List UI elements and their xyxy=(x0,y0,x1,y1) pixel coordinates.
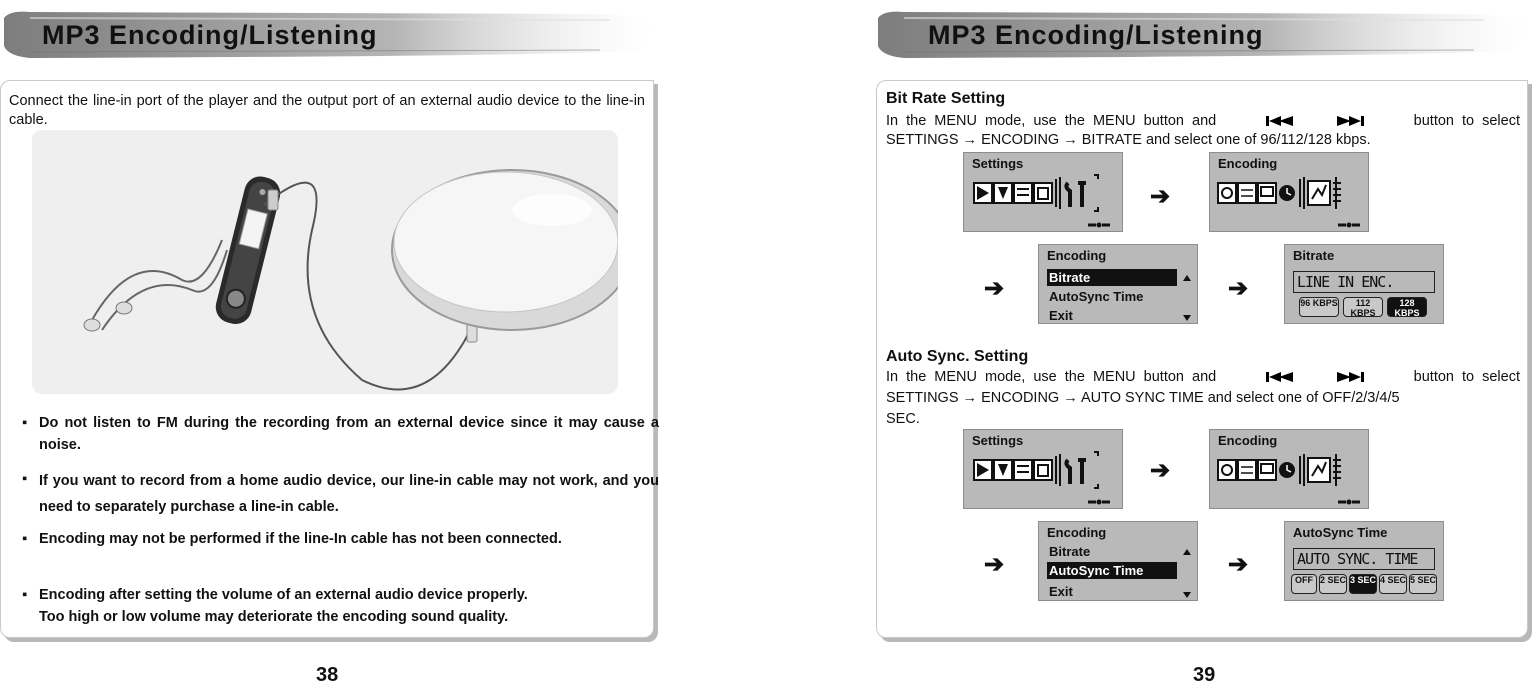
settings-menu-icons xyxy=(964,430,1123,509)
page-38 xyxy=(0,0,660,686)
settings-menu-icons xyxy=(964,153,1123,232)
flow-arrow: ➔ xyxy=(1228,551,1249,578)
menu-item-exit: Exit xyxy=(1049,584,1073,599)
lcd-encoding-menu-bitrate xyxy=(1038,244,1198,324)
lcd-settings-screen xyxy=(963,429,1123,509)
autosync-line2: SETTINGS → ENCODING → AUTO SYNC TIME and select one of OFF/2/3/4/5 xyxy=(886,390,1400,406)
lcd-bitrate-screen xyxy=(1284,244,1444,324)
flow-arrow: ➔ xyxy=(1150,183,1171,210)
bitrate-option-selected: 128 KBPS xyxy=(1387,297,1427,317)
lcd-encoding-menu-autosync xyxy=(1038,521,1198,601)
autosync-line1-pre: In the MENU mode, use the MENU button and xyxy=(886,369,1217,385)
flow-arrow: ➔ xyxy=(984,551,1005,578)
lcd-caption: AUTO SYNC. TIME xyxy=(1293,548,1435,570)
autosync-option: 5 SEC xyxy=(1409,574,1437,594)
next-track-icon xyxy=(1333,115,1365,127)
header-banner xyxy=(0,6,660,64)
bullet: ▪ xyxy=(22,531,28,547)
menu-item-autosync: AutoSync Time xyxy=(1047,562,1177,579)
flow-arrow: ➔ xyxy=(984,275,1005,302)
mp3-player-line-in-illustration xyxy=(32,130,618,394)
encoding-menu-icons xyxy=(1210,430,1369,509)
autosync-line3: SEC. xyxy=(886,411,920,427)
scroll-indicators xyxy=(1039,522,1198,601)
lcd-title: Encoding xyxy=(1218,156,1278,171)
bitrate-line1-pre: In the MENU mode, use the MENU button and xyxy=(886,113,1217,129)
menu-item-autosync: AutoSync Time xyxy=(1049,289,1144,304)
autosync-line1-post: button to select xyxy=(1413,369,1520,385)
header-banner xyxy=(874,6,1532,64)
lcd-title: Settings xyxy=(972,433,1024,448)
page-number: 39 xyxy=(1193,664,1216,686)
lcd-title: Encoding xyxy=(1047,248,1107,263)
page-title: MP3 Encoding/Listening xyxy=(42,20,378,50)
note-item xyxy=(22,412,659,456)
autosync-option-selected: 3 SEC xyxy=(1349,574,1377,594)
next-track-icon xyxy=(1333,371,1365,383)
menu-item-bitrate: Bitrate xyxy=(1049,544,1091,559)
note-item xyxy=(22,584,659,628)
page-number: 38 xyxy=(316,664,339,686)
prev-track-icon xyxy=(1265,115,1297,127)
autosync-option: OFF xyxy=(1291,574,1317,594)
lcd-title: Encoding xyxy=(1218,433,1278,448)
bullet: ▪ xyxy=(22,587,28,603)
bullet: ▪ xyxy=(22,415,28,431)
note-text: Encoding after setting the volume of an external audio device properly. xyxy=(39,587,528,603)
lcd-title: AutoSync Time xyxy=(1293,525,1388,540)
bitrate-instructions xyxy=(886,112,1520,150)
scroll-indicators xyxy=(1039,245,1198,324)
autosync-option: 4 SEC xyxy=(1379,574,1407,594)
note-item xyxy=(22,468,659,520)
lcd-encoding-screen xyxy=(1209,152,1369,232)
lcd-encoding-screen xyxy=(1209,429,1369,509)
nav-buttons xyxy=(1265,368,1365,387)
lcd-caption: LINE IN ENC. xyxy=(1293,271,1435,293)
bullet: ▪ xyxy=(22,471,28,487)
intro-text: Connect the line-in port of the player and the output port of an external audio device to the line-in cable. xyxy=(9,93,645,128)
menu-item-exit: Exit xyxy=(1049,308,1073,323)
encoding-menu-icons xyxy=(1210,153,1369,232)
page-39 xyxy=(874,0,1532,686)
nav-buttons xyxy=(1265,112,1365,131)
note-text: Encoding may not be performed if the line-In cable has not been connected. xyxy=(39,531,562,547)
note-item xyxy=(22,528,659,550)
bitrate-section-title: Bit Rate Setting xyxy=(886,90,1006,107)
lcd-title: Bitrate xyxy=(1293,248,1335,263)
lcd-title: Settings xyxy=(972,156,1024,171)
flow-arrow: ➔ xyxy=(1150,457,1171,484)
bitrate-line1-post: button to select xyxy=(1413,113,1520,129)
lcd-settings-screen xyxy=(963,152,1123,232)
bitrate-option: 96 KBPS xyxy=(1299,297,1339,317)
bitrate-option: 112 KBPS xyxy=(1343,297,1383,317)
note-text: Do not listen to FM during the recording from an external device since it may cause a noise. xyxy=(39,415,659,453)
autosync-section-title: Auto Sync. Setting xyxy=(886,348,1029,365)
prev-track-icon xyxy=(1265,371,1297,383)
autosync-option: 2 SEC xyxy=(1319,574,1347,594)
note-text: Too high or low volume may deteriorate the encoding sound quality. xyxy=(39,609,509,625)
lcd-title: Encoding xyxy=(1047,525,1107,540)
player-connection-photo xyxy=(32,130,618,394)
autosync-instructions xyxy=(886,368,1520,429)
note-text: If you want to record from a home audio device, our line-in cable may not work, and you need to separately purchase a line-in cable. xyxy=(39,473,659,515)
menu-item-bitrate: Bitrate xyxy=(1047,269,1177,286)
lcd-autosync-screen xyxy=(1284,521,1444,601)
page-title: MP3 Encoding/Listening xyxy=(928,20,1264,50)
bitrate-line2: SETTINGS → ENCODING → BITRATE and select one of 96/112/128 kbps. xyxy=(886,132,1371,148)
flow-arrow: ➔ xyxy=(1228,275,1249,302)
